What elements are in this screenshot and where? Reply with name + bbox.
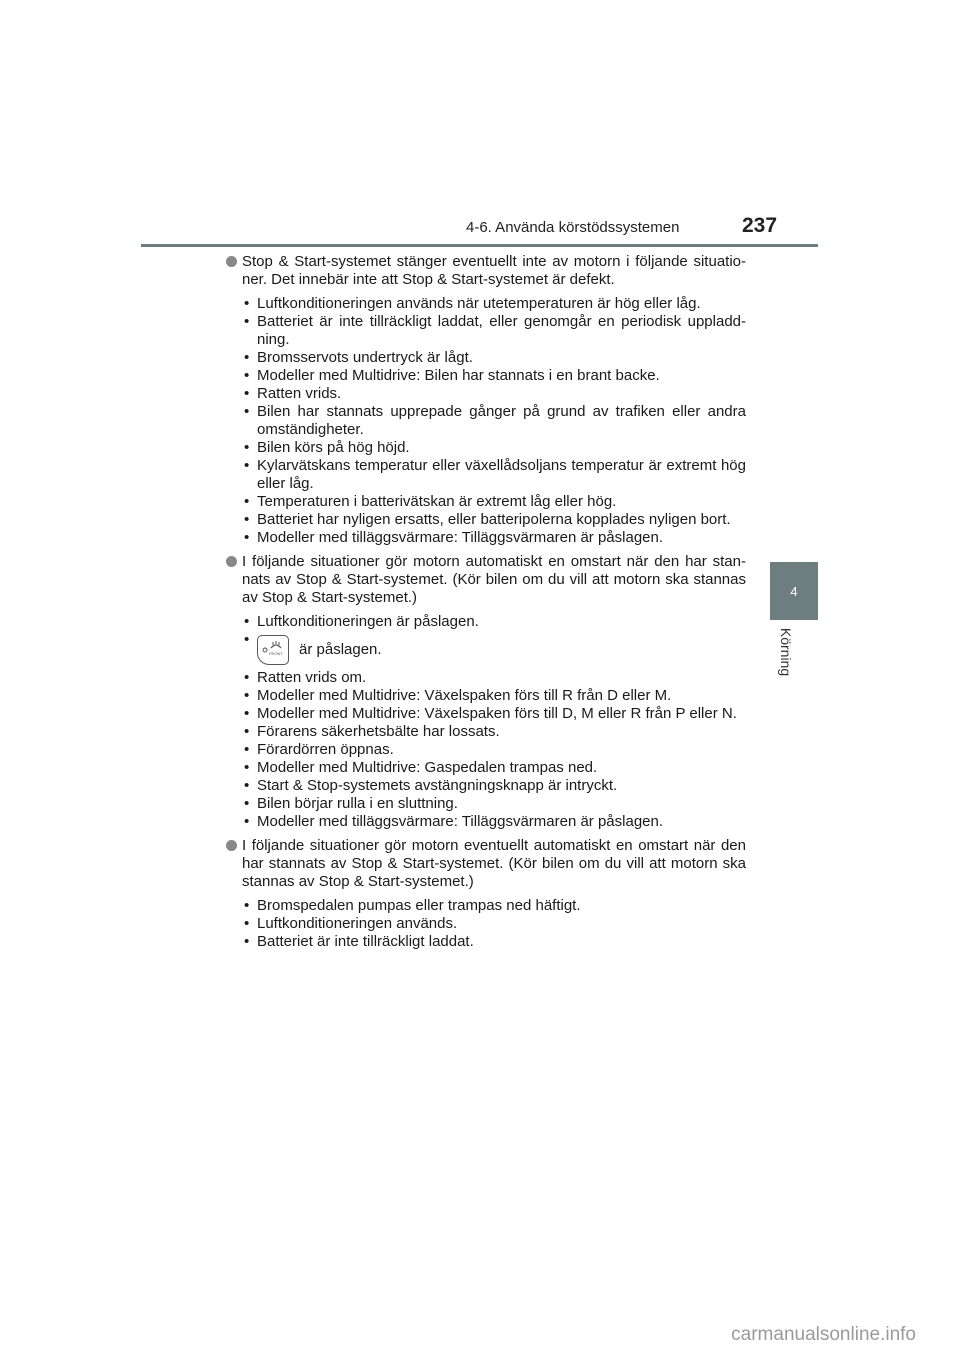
- list-item: • Bilen har stannats upprepade gånger på grund av trafiken eller andra omständigheter.: [244, 403, 746, 439]
- list-item: • Modeller med tilläggsvärmare: Tilläggsvärmaren är påslagen.: [244, 813, 746, 831]
- list-item-text: är påslagen.: [299, 641, 382, 658]
- list-item: • Luftkonditioneringen är påslagen.: [244, 613, 746, 631]
- list-item: • Förarens säkerhetsbälte har lossats.: [244, 723, 746, 741]
- circle-bullet-icon: [226, 556, 237, 567]
- page-content: [226, 253, 746, 957]
- list-item: • Kylarvätskans temperatur eller växellådsoljans temperatur är extremt hög eller låg.: [244, 457, 746, 493]
- paragraph-2: [226, 553, 746, 607]
- header-divider: [141, 244, 818, 247]
- paragraph-text: I följande situationer gör motorn eventuellt automatiskt en omstart när den har stannats av Stop & Start-systemet. (Kör bilen om du vill att motorn ska stannas av Stop & Start-systemet.): [242, 837, 746, 890]
- list-item: • Temperaturen i batterivätskan är extremt låg eller hög.: [244, 493, 746, 511]
- list-item: • Ratten vrids.: [244, 385, 746, 403]
- list-item: • Bromsservots undertryck är lågt.: [244, 349, 746, 367]
- paragraph-text: Stop & Start-systemet stänger eventuellt inte av motorn i följande situatio-ner. Det innebär inte att Stop & Start-systemet är defekt.: [242, 253, 746, 288]
- list-item: • Batteriet är inte tillräckligt laddat, eller genomgår en periodisk uppladd-ning.: [244, 313, 746, 349]
- list-item: • Förardörren öppnas.: [244, 741, 746, 759]
- circle-bullet-icon: [226, 256, 237, 267]
- chapter-tab: [770, 562, 818, 620]
- list-item: • Modeller med Multidrive: Gaspedalen trampas ned.: [244, 759, 746, 777]
- bullet-list-1: [226, 295, 746, 547]
- list-item: • Modeller med Multidrive: Växelspaken förs till D, M eller R från P eller N.: [244, 705, 746, 723]
- list-item: • Ratten vrids om.: [244, 669, 746, 687]
- paragraph-1: [226, 253, 746, 289]
- chapter-label: Körning: [778, 627, 794, 677]
- list-item: • Modeller med Multidrive: Bilen har stannats i en brant backe.: [244, 367, 746, 385]
- list-item: • Start & Stop-systemets avstängningsknapp är intryckt.: [244, 777, 746, 795]
- page-number: 237: [742, 214, 778, 237]
- list-item: • Bilen börjar rulla i en sluttning.: [244, 795, 746, 813]
- section-title: 4-6. Använda körstödssystemen: [466, 219, 680, 236]
- list-item: • Modeller med tilläggsvärmare: Tilläggsvärmaren är påslagen.: [244, 529, 746, 547]
- circle-bullet-icon: [226, 840, 237, 851]
- paragraph-3: [226, 837, 746, 891]
- list-item: • Modeller med Multidrive: Växelspaken förs till R från D eller M.: [244, 687, 746, 705]
- list-item: • Batteriet är inte tillräckligt laddat.: [244, 933, 746, 951]
- list-item: • Luftkonditioneringen används.: [244, 915, 746, 933]
- bullet-list-3: [226, 897, 746, 951]
- paragraph-text: I följande situationer gör motorn automatiskt en omstart när den har stan-nats av Stop & Start-systemet. (Kör bilen om du vill att motorn ska stannas av Stop & Start-systemet.): [242, 553, 746, 606]
- svg-text:FRONT: • FRONT: [269, 651, 283, 656]
- list-item: • Luftkonditioneringen används när utetemperaturen är hög eller låg.: [244, 295, 746, 313]
- list-item: • Bromspedalen pumpas eller trampas ned häftigt.: [244, 897, 746, 915]
- list-item-with-icon: [244, 631, 746, 669]
- chapter-number: 4: [790, 583, 798, 599]
- bullet-list-2: [226, 613, 746, 831]
- list-item: • Batteriet har nyligen ersatts, eller batteripolerna kopplades nyligen bort.: [244, 511, 746, 529]
- list-item: • Bilen körs på hög höjd.: [244, 439, 746, 457]
- front-defroster-button-icon: [257, 635, 289, 665]
- watermark: carmanualsonline.info: [731, 1324, 916, 1345]
